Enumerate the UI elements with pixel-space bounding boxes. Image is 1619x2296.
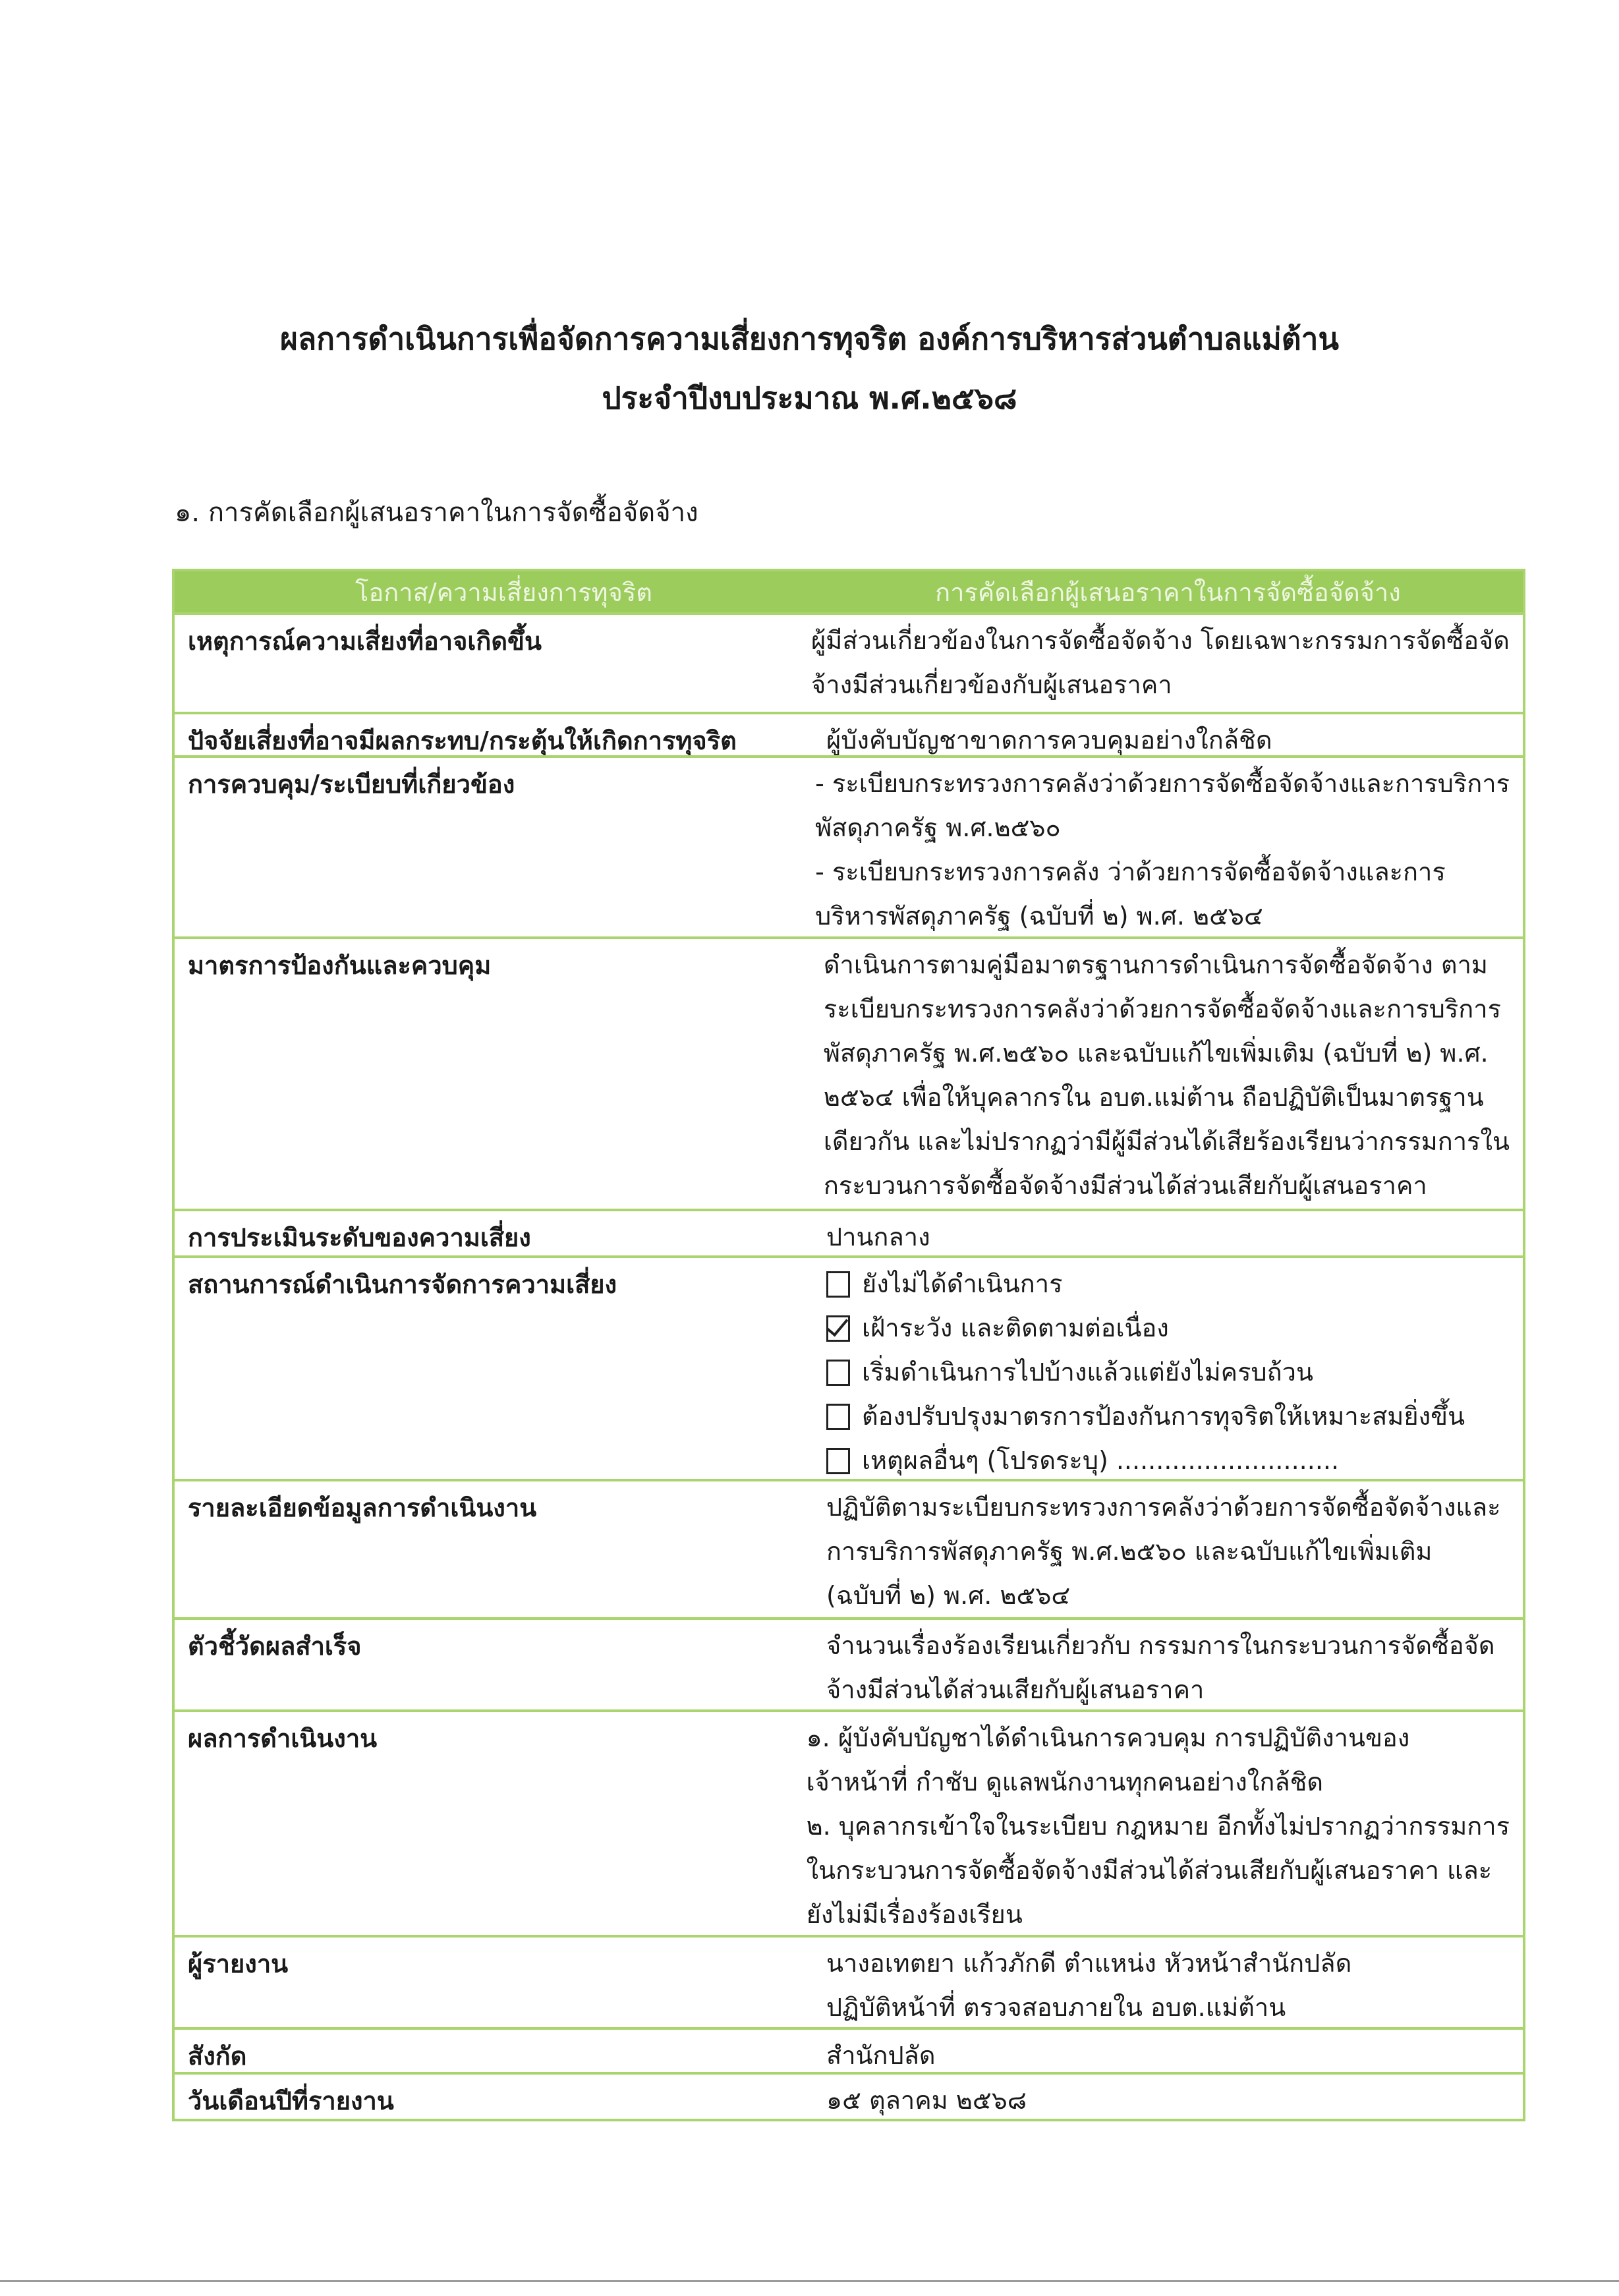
value-line: - ระเบียบกระทรวงการคลัง ว่าด้วยการจัดซื้อจัดจ้างและการ [815,857,1446,886]
row-label: สังกัด [188,2042,247,2071]
value-line: ปฏิบัติหน้าที่ ตรวจสอบภายใน อบต.แม่ต้าน [826,1993,1286,2022]
row-value [805,615,1523,712]
value-line: ๒๕๖๔ เพื่อให้บุคลากรใน อบต.แม่ต้าน ถือปฏิบัติเป็นมาตรฐาน [823,1083,1484,1112]
row-value [800,1712,1523,1935]
value-line: นางอเทตยา แก้วภักดี ตำแหน่ง หัวหน้าสำนักปลัด [826,1949,1352,1978]
scan-edge-line [0,2280,1619,2282]
row-value [820,2075,1523,2119]
table-row [175,755,1523,936]
option-label: เริ่มดำเนินการไปบ้างแล้วแต่ยังไม่ครบถ้วน [862,1358,1313,1387]
row-value [820,1211,1523,1255]
header-col-procurement: การคัดเลือกผู้เสนอราคาในการจัดซื้อจัดจ้าง [935,577,1401,607]
row-label: การควบคุม/ระเบียบที่เกี่ยวข้อง [188,770,515,799]
row-value [817,939,1523,1209]
value-line: (ฉบับที่ ๒) พ.ศ. ๒๕๖๔ [826,1581,1071,1610]
row-label: การประเมินระดับของความเสี่ยง [188,1223,531,1252]
value-line: บริหารพัสดุภาครัฐ (ฉบับที่ ๒) พ.ศ. ๒๕๖๔ [815,902,1263,931]
document-title: ผลการดำเนินการเพื่อจัดการความเสี่ยงการทุจริต องค์การบริหารส่วนตำบลแม่ต้าน [280,321,1339,357]
value-line: ผู้บังคับบัญชาขาดการควบคุมอย่างใกล้ชิด [826,726,1272,755]
row-label: ตัวชี้วัดผลสำเร็จ [188,1632,362,1661]
table-row [175,2027,1523,2072]
row-label: วันเดือนปีที่รายงาน [188,2086,394,2115]
table-row [175,1617,1523,1709]
status-option [826,1262,1510,1306]
table-row [175,1255,1523,1479]
row-label: สถานการณ์ดำเนินการจัดการความเสี่ยง [188,1270,617,1299]
header-col-risk: โอกาส/ความเสี่ยงการทุจริต [355,577,652,607]
value-line: เดียวกัน และไม่ปรากฏว่ามีผู้มีส่วนได้เสียร้องเรียนว่ากรรมการใน [823,1127,1510,1156]
value-line: สำนักปลัด [826,2041,936,2070]
row-label: เหตุการณ์ความเสี่ยงที่อาจเกิดขึ้น [188,627,542,656]
value-line: ๑๕ ตุลาคม ๒๕๖๘ [826,2086,1027,2115]
row-label: ปัจจัยเสี่ยงที่อาจมีผลกระทบ/กระตุ้นให้เกิดการทุจริต [188,726,737,755]
value-line: จำนวนเรื่องร้องเรียนเกี่ยวกับ กรรมการในกระบวนการจัดซื้อจัด [826,1631,1495,1660]
value-line: ยังไม่มีเรื่องร้องเรียน [806,1900,1023,1929]
row-value [820,2030,1523,2072]
value-line: ผู้มีส่วนเกี่ยวข้องในการจัดซื้อจัดจ้าง โดยเฉพาะกรรมการจัดซื้อจัด [811,626,1510,655]
status-option [826,1439,1510,1479]
status-option [826,1394,1510,1439]
value-line: ระเบียบกระทรวงการคลังว่าด้วยการจัดซื้อจัดจ้างและการบริการ [823,994,1501,1023]
value-line: ในกระบวนการจัดซื้อจัดจ้างมีส่วนได้ส่วนเสียกับผู้เสนอราคา และ [806,1856,1492,1885]
checkbox-icon[interactable] [826,1271,850,1298]
table-header [175,571,1523,612]
table-row [175,712,1523,755]
row-value [820,1620,1523,1709]
table-row [175,612,1523,712]
value-line: พัสดุภาครัฐ พ.ศ.๒๕๖๐ [815,813,1061,842]
table-row [175,1209,1523,1255]
table-row [175,1709,1523,1935]
value-line: ๒. บุคลากรเข้าใจในระเบียบ กฎหมาย อีกทั้งไม่ปรากฏว่ากรรมการ [806,1812,1510,1841]
value-line: ดำเนินการตามคู่มือมาตรฐานการดำเนินการจัดซื้อจัดจ้าง ตาม [823,950,1488,979]
value-line: ปฏิบัติตามระเบียบกระทรวงการคลังว่าด้วยการจัดซื้อจัดจ้างและ [826,1493,1501,1522]
row-value [809,758,1523,936]
value-line: ปานกลาง [826,1222,930,1251]
table-row [175,936,1523,1209]
row-value [820,1937,1523,2027]
value-line: พัสดุภาครัฐ พ.ศ.๒๕๖๐ และฉบับแก้ไขเพิ่มเติม (ฉบับที่ ๒) พ.ศ. [823,1039,1489,1068]
section-heading: ๑. การคัดเลือกผู้เสนอราคาในการจัดซื้อจัดจ้าง [175,498,698,528]
value-line: กระบวนการจัดซื้อจัดจ้างมีส่วนได้ส่วนเสียกับผู้เสนอราคา [823,1171,1427,1200]
row-value [820,1481,1523,1617]
value-line: ๑. ผู้บังคับบัญชาได้ดำเนินการควบคุม การปฏิบัติงานของ [806,1723,1410,1752]
checkbox-icon[interactable] [826,1448,850,1474]
value-line: จ้างมีส่วนได้ส่วนเสียกับผู้เสนอราคา [826,1675,1205,1704]
risk-table [172,569,1525,2121]
table-row [175,1935,1523,2027]
status-option [826,1350,1510,1394]
value-line: จ้างมีส่วนเกี่ยวข้องกับผู้เสนอราคา [811,670,1172,699]
option-label: ต้องปรับปรุงมาตรการป้องกันการทุจริตให้เหมาะสมยิ่งขึ้น [862,1402,1465,1431]
value-line: เจ้าหน้าที่ กำชับ ดูแลพนักงานทุกคนอย่างใกล้ชิด [806,1767,1324,1796]
option-label: เฝ้าระวัง และติดตามต่อเนื่อง [862,1313,1169,1342]
document-subtitle: ประจำปีงบประมาณ พ.ศ.๒๕๖๘ [602,380,1017,416]
value-line: - ระเบียบกระทรวงการคลังว่าด้วยการจัดซื้อจัดจ้างและการบริการ [815,769,1510,798]
row-value [820,1258,1523,1479]
row-value [820,714,1523,755]
checked-checkbox-icon[interactable] [826,1315,850,1342]
table-row [175,2072,1523,2119]
row-label: ผู้รายงาน [188,1949,289,1978]
option-label: เหตุผลอื่นๆ (โปรดระบุ) ............................ [862,1446,1340,1475]
row-label: รายละเอียดข้อมูลการดำเนินงาน [188,1493,537,1522]
checkbox-icon[interactable] [826,1360,850,1386]
checkbox-icon[interactable] [826,1404,850,1430]
value-line: การบริการพัสดุภาครัฐ พ.ศ.๒๕๖๐ และฉบับแก้ไขเพิ่มเติม [826,1537,1433,1566]
option-label: ยังไม่ได้ดำเนินการ [862,1269,1063,1298]
table-row [175,1479,1523,1617]
row-label: มาตรการป้องกันและควบคุม [188,951,492,980]
row-label: ผลการดำเนินงาน [188,1724,378,1753]
status-option [826,1306,1510,1350]
